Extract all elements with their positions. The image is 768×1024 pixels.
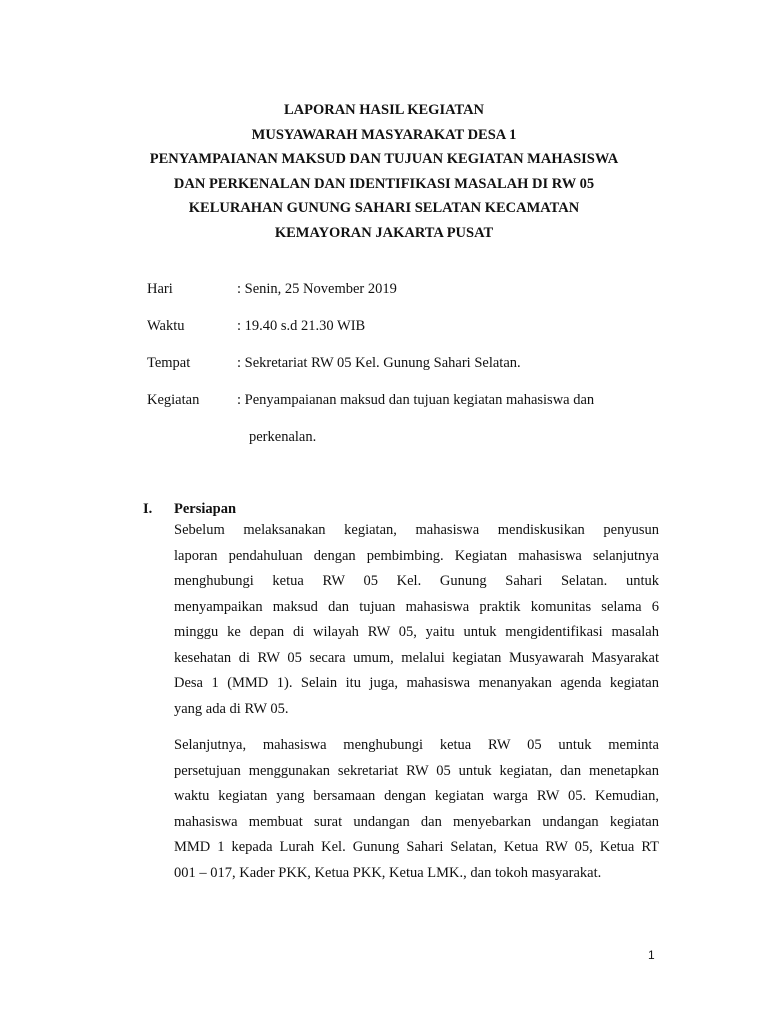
info-label-hari: Hari	[147, 281, 173, 297]
section-number: I.	[143, 501, 153, 517]
paragraph-1-line: kesehatan di RW 05 secara umum, melalui kegiatan Musyawarah Masyarakat	[174, 649, 659, 666]
page-number: 1	[648, 948, 655, 962]
title-line-3: PENYAMPAIANAN MAKSUD DAN TUJUAN KEGIATAN MAHASISWA	[149, 151, 619, 167]
section-title: Persiapan	[174, 501, 237, 517]
paragraph-1	[174, 518, 659, 722]
title-line-1: LAPORAN HASIL KEGIATAN	[283, 102, 485, 118]
paragraph-2-line: persetujuan menggunakan sekretariat RW 05 untuk kegiatan, dan menetapkan	[174, 762, 659, 779]
info-label-tempat: Tempat	[147, 355, 191, 371]
paragraph-2	[174, 733, 659, 886]
paragraph-2-line: waktu kegiatan yang bersamaan dengan kegiatan warga RW 05. Kemudian,	[174, 788, 659, 804]
paragraph-1-line: Desa 1 (MMD 1). Selain itu juga, mahasiswa menanyakan agenda kegiatan	[174, 675, 659, 691]
info-value-tempat: : Sekretariat RW 05 Kel. Gunung Sahari Selatan.	[237, 355, 521, 371]
info-value-kegiatan-cont: perkenalan.	[249, 429, 317, 445]
paragraph-1-line: Sebelum melaksanakan kegiatan, mahasiswa mendiskusikan penyusun	[174, 522, 659, 538]
info-row-hari	[147, 279, 647, 316]
paragraph-1-line: yang ada di RW 05.	[174, 700, 289, 717]
paragraph-2-line: 001 – 017, Kader PKK, Ketua PKK, Ketua LMK., dan tokoh masyarakat.	[174, 864, 602, 881]
paragraph-2-line: mahasiswa membuat surat undangan dan menyebarkan undangan kegiatan	[174, 813, 659, 830]
activity-info-table	[147, 279, 647, 445]
paragraph-2-line: Selanjutnya, mahasiswa menghubungi ketua RW 05 untuk meminta	[174, 737, 659, 753]
info-label-waktu: Waktu	[147, 318, 185, 334]
paragraph-1-line: laporan pendahuluan dengan pembimbing. Kegiatan mahasiswa selanjutnya	[174, 547, 659, 564]
info-value-kegiatan: : Penyampaianan maksud dan tujuan kegiatan mahasiswa dan	[237, 392, 595, 408]
info-row-waktu	[147, 316, 647, 353]
report-title	[0, 98, 768, 245]
paragraph-1-line: menyampaikan maksud dan tujuan mahasiswa praktik komunitas selama 6	[174, 598, 659, 615]
info-label-kegiatan: Kegiatan	[147, 392, 200, 408]
paragraph-1-line: menghubungi ketua RW 05 Kel. Gunung Sahari Selatan. untuk	[174, 573, 659, 589]
info-row-tempat	[147, 353, 647, 390]
info-value-waktu: : 19.40 s.d 21.30 WIB	[237, 318, 366, 334]
info-value-hari: : Senin, 25 November 2019	[237, 281, 397, 297]
paragraph-1-line: minggu ke depan di wilayah RW 05, yaitu untuk mengidentifikasi masalah	[174, 624, 659, 640]
paragraph-2-line: MMD 1 kepada Lurah Kel. Gunung Sahari Selatan, Ketua RW 05, Ketua RT	[174, 839, 659, 855]
info-row-kegiatan	[147, 390, 647, 445]
title-line-4: DAN PERKENALAN DAN IDENTIFIKASI MASALAH DI RW 05	[173, 175, 595, 192]
title-line-5: KELURAHAN GUNUNG SAHARI SELATAN KECAMATAN	[188, 200, 580, 216]
title-line-2: MUSYAWARAH MASYARAKAT DESA 1	[251, 126, 517, 143]
title-line-6: KEMAYORAN JAKARTA PUSAT	[274, 224, 494, 241]
